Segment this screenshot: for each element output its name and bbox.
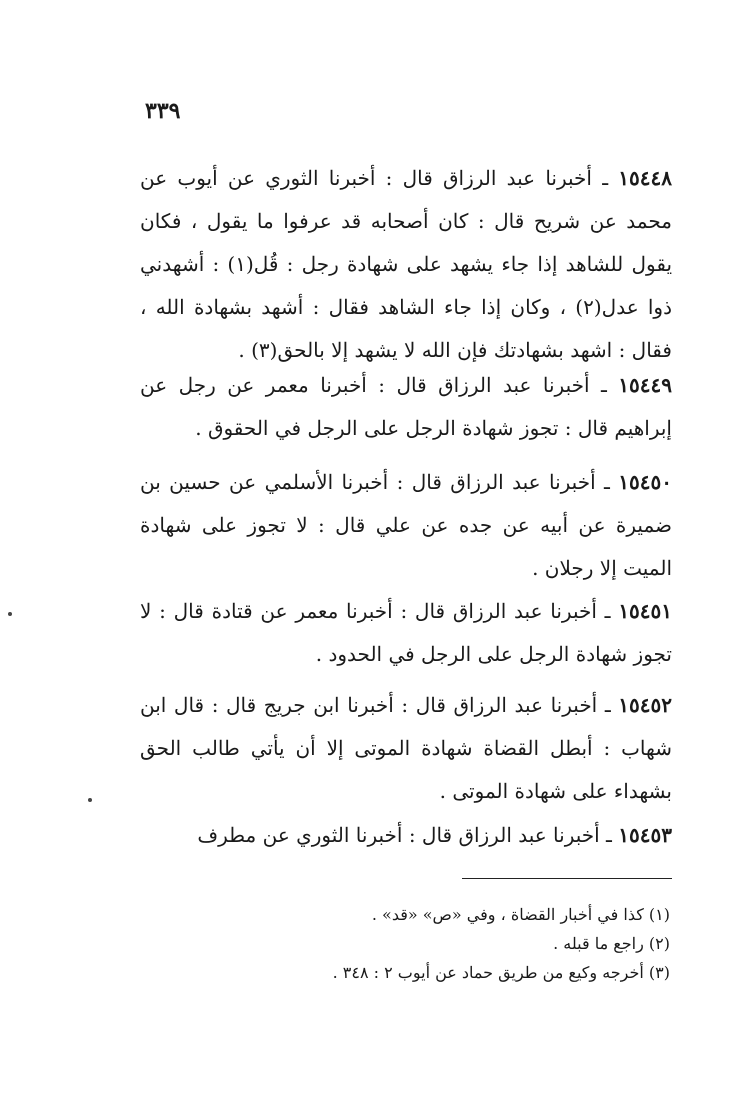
hadith-entry — [140, 814, 672, 857]
scan-speck — [8, 612, 12, 616]
footnote: (٢) راجع ما قبله . — [553, 934, 670, 953]
footnote-divider — [462, 878, 672, 879]
entry-text: أخبرنا عبد الرزاق قال : أخبرنا الثوري عن أيوب عن محمد عن شريح قال : كان أصحابه قد عرفوا ما يقول ، فكان يقول للشاهد إذا جاء يشهد على شهادة رجل : قُل(١) : أشهدني ذوا عدل(٢) ، وكان إذا جاء الشاهد فقال : أشهد بشهادة الله ، فقال : اشهد بشهادتك فإن الله لا يشهد إلا بالحق(٣) . — [140, 166, 673, 362]
hadith-entry — [140, 157, 672, 372]
entry-dash: ـ — [589, 373, 607, 397]
hadith-entry — [140, 590, 672, 676]
entry-text: أخبرنا عبد الرزاق قال : أخبرنا ابن جريج قال : قال ابن شهاب : أبطل القضاة شهادة الموتى إلا أن يأتي طالب الحق بشهداء على شهادة الموتى . — [140, 693, 672, 803]
scan-speck — [88, 798, 92, 802]
entry-text: أخبرنا عبد الرزاق قال : أخبرنا الأسلمي عن حسين بن ضميرة عن أبيه عن جده عن علي قال : لا تجوز على شهادة الميت إلا رجلان . — [140, 470, 672, 580]
entry-dash: ـ — [595, 470, 610, 494]
footnote: (١) كذا في أخبار القضاة ، وفي «ص» «قد» . — [371, 905, 670, 924]
entry-dash: ـ — [591, 166, 609, 190]
entry-text: أخبرنا عبد الرزاق قال : أخبرنا معمر عن قتادة قال : لا تجوز شهادة الرجل على الرجل في الحدود . — [140, 599, 672, 666]
entry-dash: ـ — [599, 823, 612, 847]
entry-number: ١٥٤٥٣ — [618, 823, 672, 847]
entry-text: أخبرنا عبد الرزاق قال : أخبرنا معمر عن رجل عن إبراهيم قال : تجوز شهادة الرجل على الرجل في الحقوق . — [140, 373, 672, 440]
entry-number: ١٥٤٤٩ — [618, 373, 673, 397]
footnote: (٣) أخرجه وكيع من طريق حماد عن أيوب ٢ : ٣٤٨ . — [332, 963, 670, 982]
hadith-entry — [140, 364, 672, 450]
entry-number: ١٥٤٥٠ — [618, 470, 673, 494]
footnotes — [140, 900, 670, 987]
hadith-entry — [140, 461, 672, 590]
entry-dash: ـ — [597, 693, 611, 717]
page-number: ٣٣٩ — [145, 98, 181, 124]
hadith-entry — [140, 684, 672, 813]
entry-text: أخبرنا عبد الرزاق قال : أخبرنا الثوري عن مطرف — [197, 823, 600, 847]
entry-number: ١٥٤٥٢ — [618, 693, 672, 717]
entry-dash: ـ — [596, 599, 611, 623]
entry-number: ١٥٤٤٨ — [618, 166, 672, 190]
entry-number: ١٥٤٥١ — [618, 599, 673, 623]
